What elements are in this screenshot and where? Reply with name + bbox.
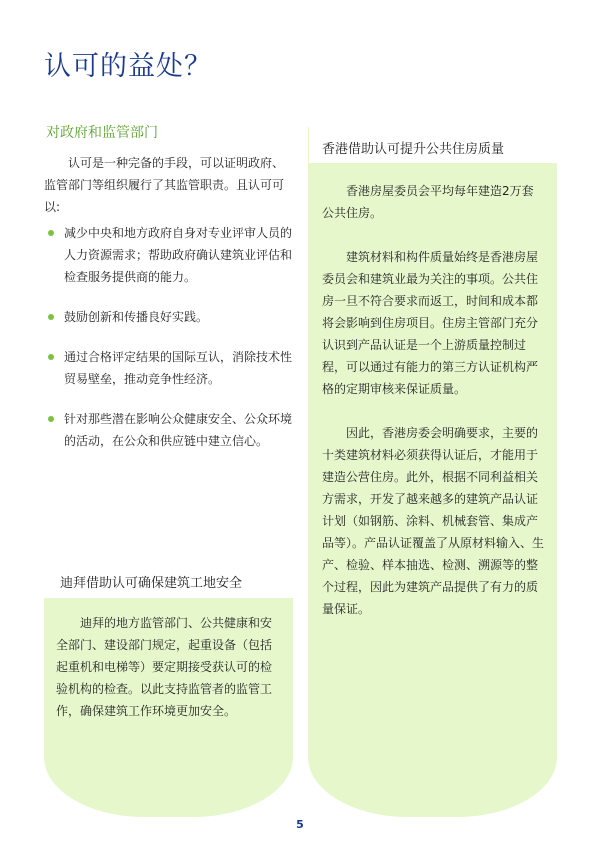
paragraph-text: 建筑材料和构件质量始终是香港房屋委员会和建筑业最为关注的事项。公共住房一旦不符合要求而返工，时间和成本都将会影响到住房项目。住房主管部门充分认识到产品认证是一个上游质量控制过程，可以通过有能力的第三方认证机构严格的定期审核来保证质量。 [322,250,539,396]
paragraph-text: 香港房屋委员会平均每年建造2万套公共住房。 [322,184,534,220]
case-study-body [56,612,278,744]
list-item [44,306,294,328]
section-heading: 对政府和监管部门 [46,125,158,141]
case-study-heading: 香港借助认可提升公共住房质量 [322,142,505,157]
list-item-text: 鼓励创新和传播良好实践。 [64,310,209,324]
benefit-list [44,222,294,470]
paragraph-text: 因此，香港房委会明确要求，主要的十类建筑材料必须获得认证后，才能用于建造公营住房。此外，根据不同利益相关方需求，开发了越来越多的建筑产品认证计划（如钢筋、涂料、机械套管、集成产品等）。产品认证覆盖了从原材料输入、生产、检验、样本抽选、检测、溯源等的整个过程，因此为建筑产品提供了有力的质量保证。 [322,426,545,616]
page-title: 认可的益处？ [44,51,212,82]
case-study-body [322,180,544,642]
list-item [44,346,294,390]
case-study-paragraph [322,422,544,620]
bullet-dot-icon [48,314,54,320]
case-study-heading: 迪拜借助认可确保建筑工地安全 [60,576,243,591]
list-item [44,408,294,452]
bullet-dot-icon [48,354,54,360]
list-item [44,222,294,288]
intro-paragraph [44,152,289,218]
list-item-text: 针对那些潜在影响公众健康安全、公众环境的活动，在公众和供应链中建立信心。 [64,412,293,448]
list-item-text: 通过合格评定结果的国际互认，消除技术性贸易壁垒，推动竞争性经济。 [64,350,293,386]
paragraph-text: 迪拜的地方监管部门、公共健康和安全部门、建设部门规定，起重设备（包括起重机和电梯等）要定期接受获认可的检验机构的检查。以此支持监管者的监管工作，确保建筑工作环境更加安全。 [56,616,273,718]
bullet-dot-icon [48,230,54,236]
bullet-dot-icon [48,416,54,422]
page-number: 5 [296,818,304,831]
case-study-paragraph [322,246,544,400]
case-study-paragraph [56,612,278,722]
list-item-text: 减少中央和地方政府自身对专业评审人员的人力资源需求；帮助政府确认建筑业评估和检查服务提供商的能力。 [64,226,293,284]
case-study-paragraph [322,180,544,224]
intro-text: 认可是一种完备的手段，可以证明政府、监管部门等组织履行了其监管职责。且认可可以: [44,156,285,214]
